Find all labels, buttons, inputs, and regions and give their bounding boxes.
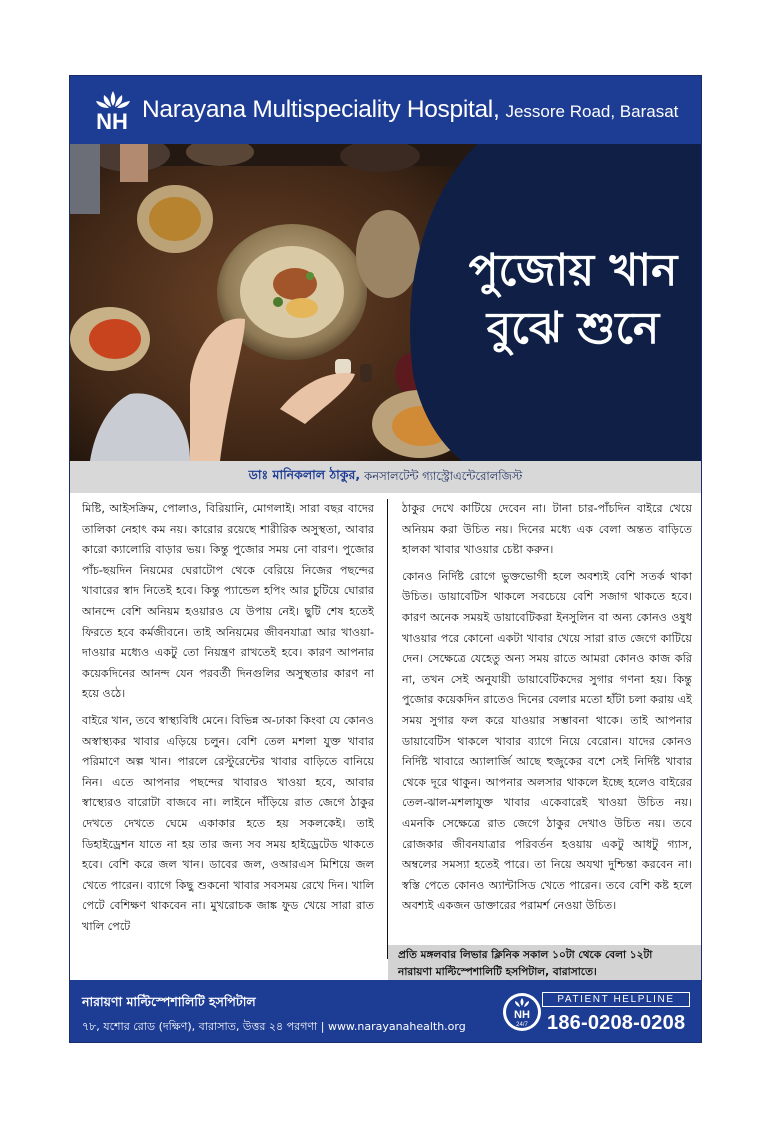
hospital-name: Narayana Multispeciality Hospital,: [142, 96, 500, 123]
helpline-number[interactable]: 186-0208-0208: [547, 1012, 686, 1034]
nh-24x7-badge-icon: [502, 991, 542, 1033]
article-column-right: [402, 499, 692, 923]
badge-logo-text: NH: [514, 1009, 530, 1021]
hero-headline: [448, 242, 698, 358]
article-paragraph: মিষ্টি, আইসক্রিম, পোলাও, বিরিয়ানি, মোগলাই। সারা বছর বাদের তালিকা নেহাৎ কম নয়। কারোর রয়েছে শারীরিক অসুস্থতা, আবার কারো ক্যালোরি বাড়ার ভয়। কিন্তু পুজোর সময় নো বারণ। পুজোর পাঁচ-ছয়দিন নিয়মের ঘেরাটোপ থেকে বেরিয়ে নিজের পছন্দের খাবারের স্বাদ নিতেই হবে। কিন্তু প্যান্ডেল হপিং আর চুটিয়ে ঘোরার আনন্দে বেশি অনিয়ম হওয়ারও যে উপায় নেই। ছুটি শেষ হতেই ফিরতে হবে কর্মজীবনে। তাই অনিয়মের জীবনযাত্রা আর খাওয়া-দাওয়ার মধ্যেও একটু তো নিয়ন্ত্রণ রাখতেই হবে। কারণ আপনার কয়েকদিনের আনন্দ যেন পরবর্তী দিনগুলির অসুস্থতার কারণ না হয়ে ওঠে।: [82, 502, 374, 701]
footer-bar: [70, 980, 701, 1042]
clinic-notice: [388, 945, 701, 981]
clinic-line-2: নারায়ণা মাল্টিস্পেশালিটি হসপিটাল, বারাসাতে।: [398, 966, 597, 978]
article-paragraph: কোনও নির্দিষ্ট রোগে ভুক্তভোগী হলে অবশ্যই বেশি সতর্ক থাকা উচিত। ডায়াবেটিস থাকলে সবচেয়ে বেশি সজাগ থাকতে হবে। কারণ অনেক সময়ই ডায়াবেটিকরা ইনসুলিন বা অন্য কোনও ওষুধ খাওয়ার পরে কোনো একটা খাবার খেয়ে সারা রাত জেগে কাটিয়ে দেন। সেক্ষেত্রে যেহেতু অন্য সময় রাতে আমরা কোনও কাজ করি না, তখন সেই অনুযায়ী ডায়াবেটিকদের সুগার গণনা হয়। কিন্তু পুজোর কয়েকদিন রাতেও দিনের বেলার মতো হাঁটা চলা করায় এই সময় সুগার ফল করে যাওয়ার সম্ভাবনা থাকে। তাই আপনার ডায়াবেটিস থাকলে খাবার ব্যাগে নিয়ে বেরোন। যাদের কোনও নির্দিষ্ট খাবারে অ্যালার্জি আছে হুজুকের বশে সেই নির্দিষ্ট খাবার থেকে দূরে থাকুন। আপনার অলসার থাকলে ইচ্ছে হলেও বাইরের তেল-ঝাল-মশলাযুক্ত খাবার একেবারেই খাওয়া উচিত নয়। এমনকি সেক্ষেত্রে রাত জেগে ঠাকুর দেখাও উচিত নয়। তবে রোজকার জীবনযাত্রার পরিবর্তন হওয়ায় একটু আধটু গ্যাস, অম্বলের সমস্যা হতেই পারে। তা নিয়ে অযথা দুশ্চিন্তা করবেন না। স্বস্তি পেতে কোনও অ্যান্টাসিড খেতে পারেন। তবে বেশি কষ্ট হলে অবশ্যই একজন ডাক্তারের পরামর্শ নেওয়া উচিত।: [402, 569, 692, 913]
badge-247-text: 24/7: [516, 1022, 528, 1028]
author-name: ডাঃ মানিকলাল ঠাকুর,: [248, 467, 361, 482]
header-bar: [70, 76, 701, 144]
article-body: [70, 493, 701, 978]
hero-banner: [70, 144, 701, 461]
footer-address: ৭৮, যশোর রোড (দক্ষিণ), বারাসাত, উত্তর ২৪ পরগণা | www.narayanahealth.org: [82, 1020, 466, 1033]
article-paragraph: বাইরে খান, তবে স্বাস্থ্যবিধি মেনে। বিভিন্ন অ-ঢাকা কিংবা যে কোনও অস্বাস্থ্যকর খাবার এড়িয়ে চলুন। বেশি তেল মশলা যুক্ত খাবার পরিমাণে অল্প খান। পারলে রেস্টুরেন্টের খাবার বাড়িতে বানিয়ে নিন। এতে আপনার পছন্দের খাবারও খাওয়া হবে, আবার স্বাস্থ্যেরও বারোটা বাজবে না। লাইনে দাঁড়িয়ে রাত জেগে ঠাকুর দেখতে দেখতে ঘেমে একাকার হতে হয় সকলকেই। তাই ডিহাইড্রেশন যাতে না হয় তার জন্য সব সময় হাইড্রেটেড থাকতে হবে। বেশি করে জল খান। ডাবের জল, ওআরএস মিশিয়ে জল খেতে পারেন। ব্যাগে কিছু শুকনো খাবার সবসময় রেখে দিন। খালি পেটে বেশিক্ষণ থাকবেন না। মুখরোচক জাঙ্ক ফুড খেয়ে সারা রাত খালি পেটে: [82, 713, 374, 933]
nh-logo-icon: [88, 89, 138, 131]
article-column-left: [82, 499, 374, 959]
hospital-location: Jessore Road, Barasat: [505, 102, 679, 121]
author-role: কনসালটেন্ট গ্যাস্ট্রোএন্টেরোলজিস্ট: [364, 468, 523, 483]
author-byline: [70, 461, 701, 493]
logo-text: NH: [96, 109, 128, 131]
column-divider: [387, 499, 388, 959]
article-paragraph: ঠাকুর দেখে কাটিয়ে দেবেন না। টানা চার-পাঁচদিন বাইরে খেয়ে অনিয়ম করা উচিত নয়। দিনের মধ্যে এক বেলা অন্তত বাড়িতে হালকা খাবার খাওয়ার চেষ্টা করুন।: [402, 502, 692, 557]
advertorial-page: [69, 75, 702, 1043]
helpline-label: PATIENT HELPLINE: [542, 992, 690, 1007]
clinic-line-1: প্রতি মঙ্গলবার লিভার ক্লিনিক সকাল ১০টা থেকে বেলা ১২টা: [398, 949, 653, 961]
headline-line-1: পুজোয় খান: [468, 245, 678, 296]
footer-hospital-name: নারায়ণা মাল্টিস্পেশালিটি হসপিটাল: [82, 994, 256, 1009]
headline-line-2: বুঝে শুনে: [486, 303, 660, 354]
